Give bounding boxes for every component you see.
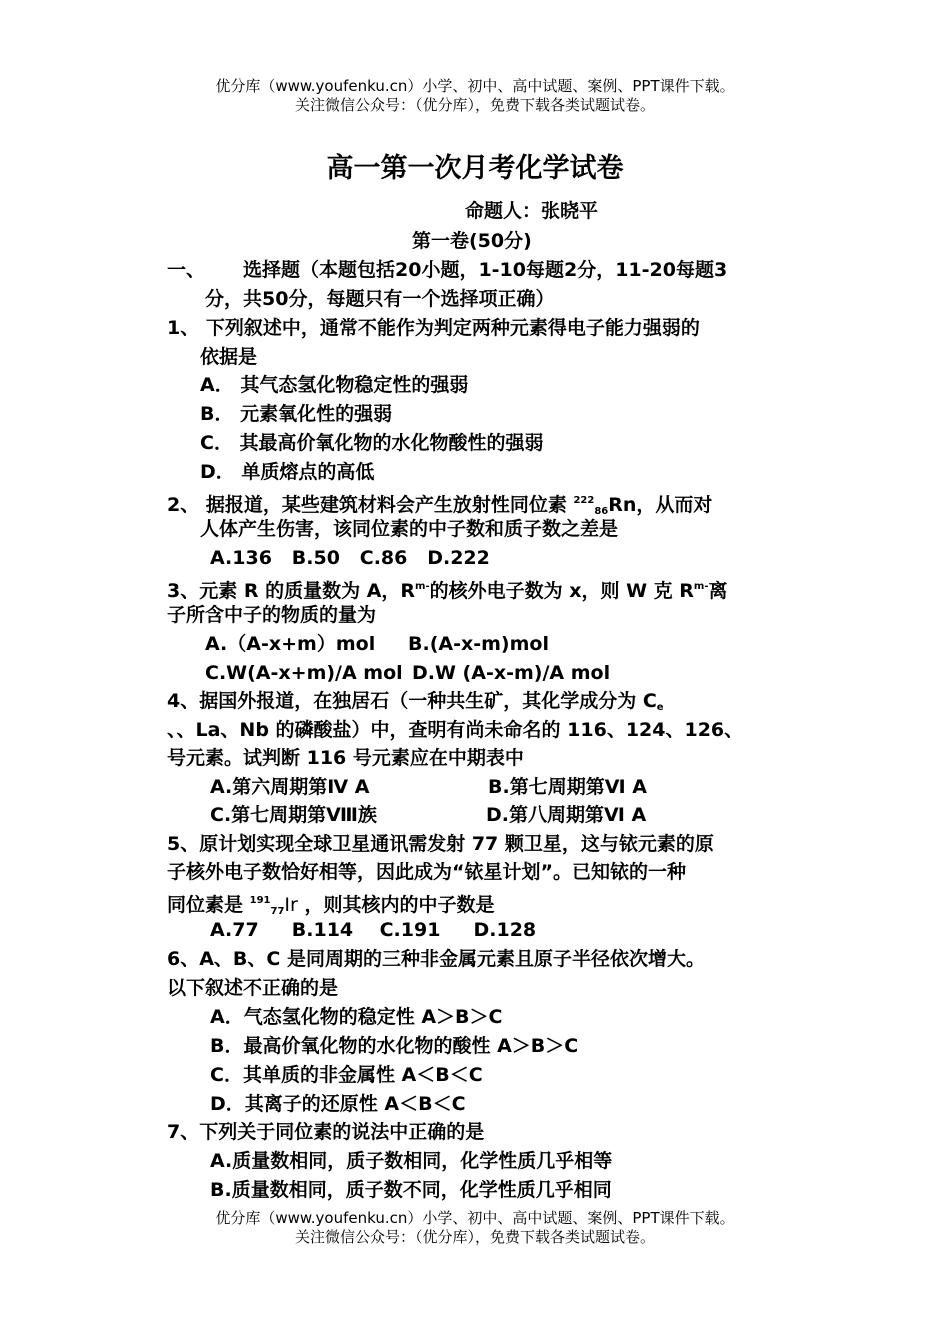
section-instructions-line-1: 选择题（本题包括20小题，1-10每题2分，11-20每题3 — [243, 259, 728, 281]
q5-stem-line-2: 子核外电子数恰好相等，因此成为“铱星计划”。已知铱的一种 — [167, 861, 686, 883]
q3-option-a: A.（A-x+m）mol — [205, 633, 376, 655]
q4-subscript: e — [656, 702, 664, 713]
q3-charge-2: m- — [693, 581, 709, 592]
q3-stem-line-2: 子所含中子的物质的量为 — [167, 604, 377, 626]
q5-stem-post: ，则其核内的中子数是 — [297, 894, 495, 916]
header-line-1: 优分库（www.youfenku.cn）小学、初中、高中试题、案例、PPT课件下载。 — [215, 77, 735, 95]
q2-element-symbol: Rn — [608, 494, 637, 516]
exam-title: 高一第一次月考化学试卷 — [326, 153, 624, 184]
q3-stem-pre: 3、元素 R 的质量数为 A，R — [167, 580, 416, 602]
q2-mass-number: 222 — [573, 495, 595, 506]
page-header — [0, 77, 950, 115]
q1-option-a: A． 其气态氢化物稳定性的强弱 — [200, 374, 469, 396]
q4-stem-line-3: 号元素。试判断 116 号元素应在中期表中 — [167, 747, 524, 769]
q7-option-b: B.质量数相同，质子数不同，化学性质几乎相同 — [210, 1179, 612, 1201]
q6-option-c: C．其单质的非金属性 A＜B＜C — [210, 1064, 483, 1086]
q3-stem-post: 离 — [708, 580, 728, 602]
q6-option-a: A．气态氢化物的稳定性 A＞B＞C — [210, 1006, 503, 1028]
q1-option-b: B． 元素氧化性的强弱 — [200, 403, 393, 425]
q4-option-b: B.第七周期第Ⅵ A — [488, 776, 647, 798]
q5-stem-line-1: 5、原计划实现全球卫星通讯需发射 77 颗卫星，这与铱元素的原 — [167, 833, 714, 855]
q7-option-a: A.质量数相同，质子数相同，化学性质几乎相等 — [210, 1150, 613, 1172]
exam-author: 命题人：张晓平 — [465, 200, 599, 222]
footer-line-1: 优分库（www.youfenku.cn）小学、初中、高中试题、案例、PPT课件下载。 — [215, 1209, 735, 1227]
header-line-2: 关注微信公众号：（优分库），免费下载各类试题试卷。 — [294, 96, 655, 114]
q6-option-d: D．其离子的还原性 A＜B＜C — [210, 1093, 466, 1115]
q2-atomic-number: 86 — [594, 506, 609, 517]
q4-stem-line-2: 、、La、Nb 的磷酸盐）中，查明有尚未命名的 116、124、126、 — [167, 719, 744, 741]
q6-stem-line-1: 6、A、B、C 是同周期的三种非金属元素且原子半径依次增大。 — [167, 948, 705, 970]
q1-option-d: D． 单质熔点的高低 — [200, 461, 375, 483]
q1-stem-line-1: 1、 下列叙述中，通常不能作为判定两种元素得电子能力强弱的 — [167, 317, 700, 339]
q4-option-d: D.第八周期第Ⅵ A — [486, 804, 647, 826]
q3-option-c: C.W(A-x+m)/A mol — [205, 662, 403, 684]
q3-stem-line-1 — [167, 574, 728, 604]
q6-option-b: B．最高价氧化物的水化物的酸性 A＞B＞C — [210, 1035, 579, 1057]
q4-option-a: A.第六周期第Ⅳ A — [210, 776, 370, 798]
q7-stem: 7、下列关于同位素的说法中正确的是 — [167, 1121, 485, 1143]
q3-charge-1: m- — [415, 581, 430, 592]
q3-option-b: B.(A-x-m)mol — [408, 633, 549, 655]
section-number: 一、 — [167, 259, 206, 281]
q2-stem-line-2: 人体产生伤害，该同位素的中子数和质子数之差是 — [200, 518, 619, 540]
q1-option-c: C． 其最高价氧化物的水化物酸性的强弱 — [200, 432, 544, 454]
q1-stem-line-2: 依据是 — [200, 346, 258, 368]
footer-line-2: 关注微信公众号：（优分库），免费下载各类试题试卷。 — [294, 1228, 655, 1246]
q3-option-d: D.W (A-x-m)/A mol — [412, 662, 611, 684]
q2-options: A.136 B.50 C.86 D.222 — [210, 547, 490, 569]
q2-stem-pre: 2、 据报道，某些建筑材料会产生放射性同位素 — [167, 494, 574, 516]
section-instructions-line-2: 分，共50分，每题只有一个选择项正确） — [205, 288, 555, 310]
page-footer — [0, 1209, 950, 1247]
q5-element-symbol: Ir — [284, 894, 298, 916]
q5-mass-number: 191 — [249, 895, 271, 906]
q6-stem-line-2: 以下叙述不正确的是 — [167, 977, 339, 999]
q3-stem-mid: 的核外电子数为 x，则 W 克 R — [429, 580, 694, 602]
q2-stem-post: ，从而对 — [636, 494, 713, 516]
q4-option-c: C.第七周期第Ⅷ族 — [210, 804, 377, 826]
q5-stem-pre: 同位素是 — [167, 894, 250, 916]
q4-stem-text: 4、据国外报道，在独居石（一种共生矿，其化学成分为 C — [167, 690, 657, 712]
exam-part: 第一卷(50分) — [412, 230, 532, 252]
q5-options: A.77 B.114 C.191 D.128 — [210, 919, 537, 941]
q5-atomic-number: 77 — [270, 906, 285, 917]
